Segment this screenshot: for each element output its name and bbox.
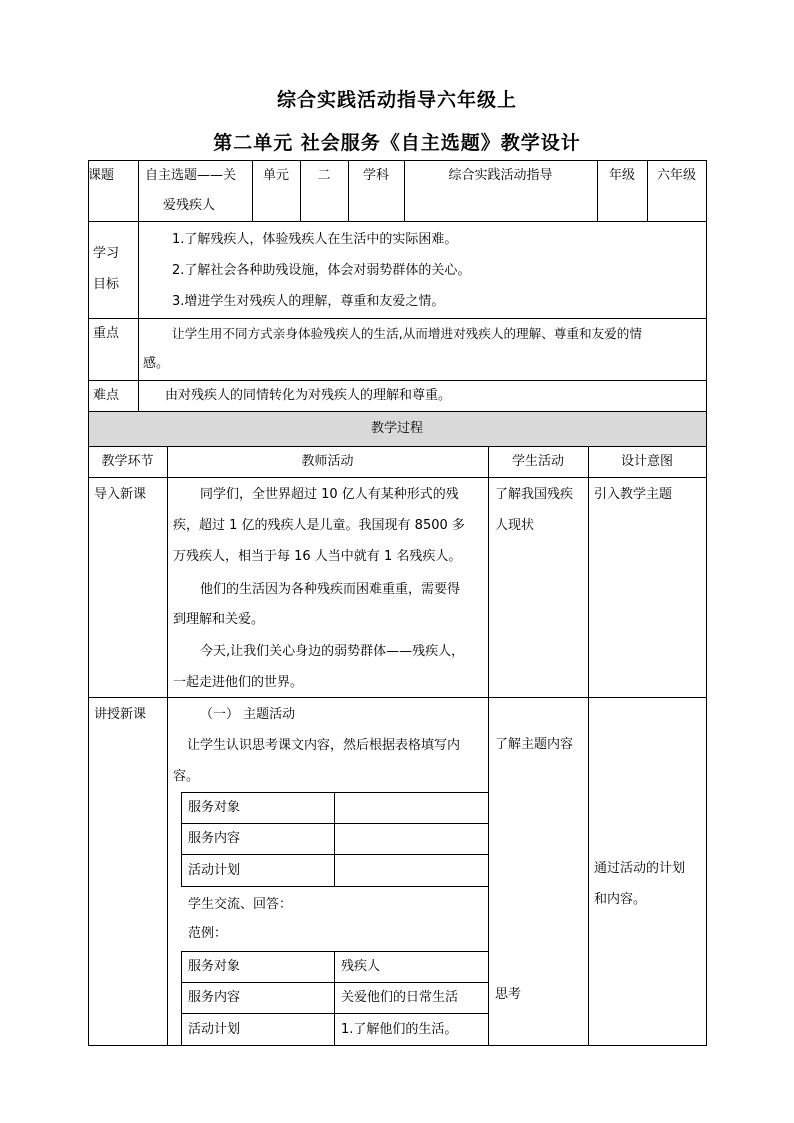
topic-label: 课题	[88, 168, 115, 183]
blank-table-key: 服务内容	[188, 831, 241, 846]
intro-student-line1: 了解我国残疾	[495, 487, 574, 502]
lesson-intent-line1: 通过活动的计划	[594, 861, 686, 876]
intro-teacher-line: 一起走进他们的世界。	[173, 675, 304, 690]
example-table-key: 服务内容	[188, 990, 241, 1005]
intro-stage: 导入新课	[94, 487, 147, 502]
column-header-intent: 设计意图	[620, 454, 673, 469]
goal-item: 3.增进学生对残疾人的理解，尊重和友爱之情。	[172, 294, 445, 309]
goal-item: 1.了解残疾人，体验残疾人在生活中的实际困难。	[172, 232, 458, 247]
lesson-intent-line2: 和内容。	[594, 892, 647, 907]
topic-value-line2: 爱残疾人	[163, 198, 216, 213]
document-title: 综合实践活动指导六年级上	[276, 89, 517, 111]
column-header-stage: 教学环节	[101, 454, 154, 469]
column-header-student: 学生活动	[511, 454, 564, 469]
example-table-key: 活动计划	[188, 1022, 241, 1037]
intro-teacher-line: 同学们，全世界超过 10 亿人有某种形式的残	[200, 487, 459, 502]
example-table-key: 服务对象	[188, 959, 241, 974]
lesson-student-2: 思考	[495, 987, 522, 1002]
lesson-exchange: 学生交流、回答：	[188, 897, 293, 912]
intro-teacher-line: 万残疾人，相当于每 16 人当中就有 1 名残疾人。	[173, 549, 462, 564]
difficulty-text: 由对残疾人的同情转化为对残疾人的理解和尊重。	[165, 388, 452, 403]
difficulty-label: 难点	[93, 388, 120, 403]
topic-value-line1: 自主选题——关	[145, 168, 237, 183]
lesson-example-label: 范例：	[188, 926, 228, 941]
intro-teacher-line: 到理解和关爱。	[173, 612, 265, 627]
intro-teacher-line: 疾，超过 1 亿的残疾人是儿童。我国现有 8500 多	[173, 518, 465, 533]
goal-item: 2.了解社会各种助残设施，体会对弱势群体的关心。	[172, 263, 471, 278]
example-table-value: 1.了解他们的生活。	[341, 1022, 458, 1037]
document-subtitle: 第二单元 社会服务《自主选题》教学设计	[213, 132, 581, 154]
intro-student-line2: 人现状	[495, 518, 535, 533]
subject-value: 综合实践活动指导	[448, 168, 553, 183]
process-header: 教学过程	[370, 421, 423, 436]
key-text-line2: 感。	[143, 356, 170, 371]
lesson-heading: （一） 主题活动	[200, 707, 296, 722]
intro-teacher-line: 他们的生活因为各种残疾而困难重重，需要得	[200, 582, 461, 597]
lesson-instruction-line1: 让学生认识思考课文内容，然后根据表格填写内	[187, 738, 461, 753]
goals-label-line2: 目标	[93, 277, 120, 292]
subject-label: 学科	[362, 168, 389, 183]
example-table-value: 关爱他们的日常生活	[341, 990, 459, 1005]
blank-table-key: 服务对象	[188, 800, 241, 815]
goals-label-line1: 学习	[93, 246, 120, 261]
grade-value: 六年级	[656, 168, 696, 183]
column-header-teacher: 教师活动	[301, 454, 354, 469]
intro-intent: 引入教学主题	[594, 487, 673, 502]
grade-label: 年级	[608, 168, 635, 183]
unit-value: 二	[317, 168, 331, 183]
intro-teacher-line: 今天,让我们关心身边的弱势群体——残疾人，	[200, 644, 465, 659]
key-label: 重点	[93, 326, 120, 341]
lesson-student-1: 了解主题内容	[495, 737, 574, 752]
key-text-line1: 让学生用不同方式亲身体验残疾人的生活,从而增进对残疾人的理解、尊重和友爱的情	[172, 326, 642, 341]
blank-table-key: 活动计划	[188, 863, 241, 878]
lesson-instruction-line2: 容。	[173, 769, 200, 784]
example-table-value: 残疾人	[341, 959, 381, 974]
lesson-stage: 讲授新课	[94, 707, 147, 722]
unit-label: 单元	[262, 168, 289, 183]
